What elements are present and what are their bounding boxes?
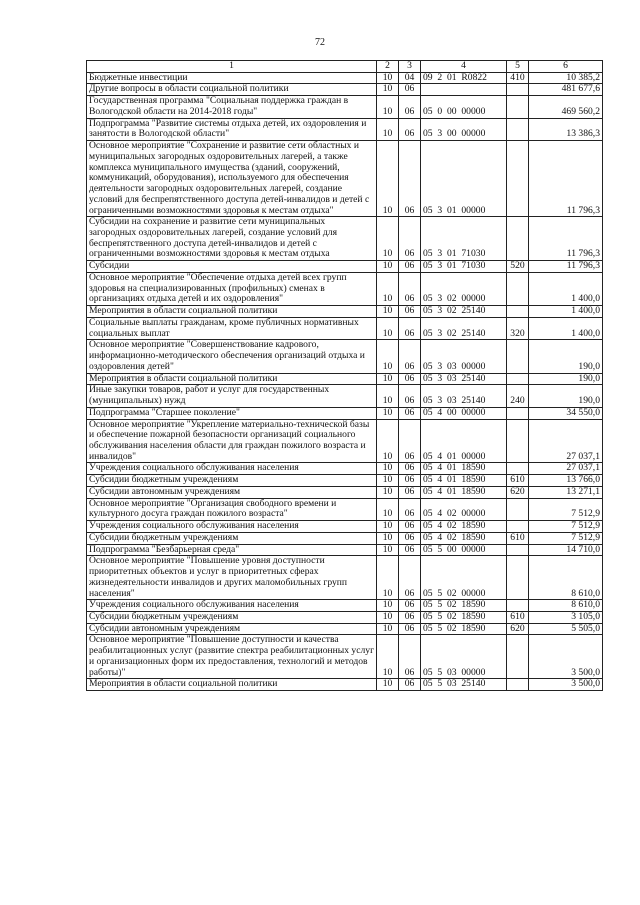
cell-sum: 3 500,0 — [529, 679, 603, 691]
cell-expense-type: 410 — [507, 72, 529, 84]
header-cell-subsection: 3 — [399, 61, 421, 73]
cell-sum: 1 400,0 — [529, 306, 603, 318]
cell-expense-type — [507, 373, 529, 385]
header-cell-target-article: 4 — [421, 61, 507, 73]
cell-sum: 1 400,0 — [529, 272, 603, 305]
cell-expense-type — [507, 463, 529, 475]
cell-name: Государственная программа "Социальная поддержка граждан в Вологодской области на 2014-2018 годы" — [87, 96, 377, 118]
cell-expense-type — [507, 498, 529, 520]
cell-name: Основное мероприятие "Сохранение и развитие сети областных и муниципальных загородных оздоровительных лагерей, а также комплекса муниципального имущества (зданий, сооружений, коммуникаций, оборудования), используемого для обеспечения деятельности загородных оздоровительных лагерей, создание условий для беспрепятственного доступа детей-инвалидов и детей с ограниченными возможностями здоровья к местам отдыха" — [87, 141, 377, 217]
cell-target-article: 05 4 01 18590 — [421, 475, 507, 487]
cell-subsection: 06 — [399, 317, 421, 339]
cell-target-article: 05 4 01 18590 — [421, 463, 507, 475]
cell-section: 10 — [377, 475, 399, 487]
table-row — [87, 373, 603, 385]
table-row — [87, 385, 603, 407]
cell-sum: 8 610,0 — [529, 600, 603, 612]
cell-section: 10 — [377, 340, 399, 373]
cell-sum: 11 796,3 — [529, 217, 603, 261]
cell-sum: 469 560,2 — [529, 96, 603, 118]
cell-expense-type: 620 — [507, 486, 529, 498]
cell-subsection: 06 — [399, 84, 421, 96]
cell-expense-type — [507, 521, 529, 533]
cell-subsection: 04 — [399, 72, 421, 84]
cell-section: 10 — [377, 419, 399, 463]
cell-sum: 3 105,0 — [529, 611, 603, 623]
cell-section: 10 — [377, 611, 399, 623]
cell-sum: 13 271,1 — [529, 486, 603, 498]
cell-expense-type — [507, 141, 529, 217]
cell-name: Основное мероприятие "Повышение уровня доступности приоритетных объектов и услуг в приоритетных сферах жизнедеятельности инвалидов и других маломобильных групп населения" — [87, 556, 377, 600]
cell-sum: 14 710,0 — [529, 544, 603, 556]
table-row — [87, 419, 603, 463]
cell-name: Подпрограмма "Развитие системы отдыха детей, их оздоровления и занятости в Вологодской области" — [87, 118, 377, 140]
cell-target-article: 05 5 03 00000 — [421, 635, 507, 679]
table-row — [87, 532, 603, 544]
cell-section: 10 — [377, 72, 399, 84]
cell-target-article: 05 3 01 71030 — [421, 261, 507, 273]
cell-target-article: 05 4 01 18590 — [421, 486, 507, 498]
cell-sum: 7 512,9 — [529, 521, 603, 533]
table-row — [87, 84, 603, 96]
cell-section: 10 — [377, 317, 399, 339]
header-cell-sum: 6 — [529, 61, 603, 73]
cell-expense-type — [507, 544, 529, 556]
cell-target-article: 09 2 01 R0822 — [421, 72, 507, 84]
cell-subsection: 06 — [399, 407, 421, 419]
cell-subsection: 06 — [399, 544, 421, 556]
cell-section: 10 — [377, 544, 399, 556]
cell-expense-type — [507, 635, 529, 679]
cell-subsection: 06 — [399, 679, 421, 691]
cell-expense-type — [507, 96, 529, 118]
cell-sum: 190,0 — [529, 340, 603, 373]
cell-section: 10 — [377, 272, 399, 305]
cell-section: 10 — [377, 521, 399, 533]
cell-sum: 13 386,3 — [529, 118, 603, 140]
cell-expense-type: 320 — [507, 317, 529, 339]
cell-subsection: 06 — [399, 385, 421, 407]
cell-sum: 3 500,0 — [529, 635, 603, 679]
cell-subsection: 06 — [399, 521, 421, 533]
table-row — [87, 72, 603, 84]
cell-target-article: 05 4 02 00000 — [421, 498, 507, 520]
cell-name: Социальные выплаты гражданам, кроме публичных нормативных социальных выплат — [87, 317, 377, 339]
table-row — [87, 306, 603, 318]
cell-sum: 11 796,3 — [529, 261, 603, 273]
cell-subsection: 06 — [399, 498, 421, 520]
cell-name: Другие вопросы в области социальной политики — [87, 84, 377, 96]
cell-subsection: 06 — [399, 611, 421, 623]
cell-subsection: 06 — [399, 463, 421, 475]
cell-subsection: 06 — [399, 96, 421, 118]
table-row — [87, 611, 603, 623]
cell-subsection: 06 — [399, 419, 421, 463]
cell-target-article: 05 3 01 71030 — [421, 217, 507, 261]
cell-section: 10 — [377, 623, 399, 635]
table-body — [87, 72, 603, 690]
cell-expense-type — [507, 419, 529, 463]
cell-subsection: 06 — [399, 635, 421, 679]
table-row — [87, 407, 603, 419]
cell-section: 10 — [377, 385, 399, 407]
cell-sum: 8 610,0 — [529, 556, 603, 600]
cell-name: Субсидии на сохранение и развитие сети муниципальных загородных оздоровительных лагерей, создание условий для беспрепятственного доступа детей-инвалидов и детей с ограниченными возможностями здоровья к местам отдыха — [87, 217, 377, 261]
table-row — [87, 635, 603, 679]
header-cell-name: 1 — [87, 61, 377, 73]
table-row — [87, 498, 603, 520]
cell-section: 10 — [377, 407, 399, 419]
cell-target-article: 05 3 02 00000 — [421, 272, 507, 305]
cell-section: 10 — [377, 217, 399, 261]
cell-name: Учреждения социального обслуживания населения — [87, 600, 377, 612]
cell-target-article: 05 3 00 00000 — [421, 118, 507, 140]
cell-name: Субсидии бюджетным учреждениям — [87, 532, 377, 544]
table-row — [87, 272, 603, 305]
cell-target-article: 05 5 03 25140 — [421, 679, 507, 691]
cell-section: 10 — [377, 600, 399, 612]
cell-sum: 7 512,9 — [529, 532, 603, 544]
cell-target-article: 05 4 02 18590 — [421, 521, 507, 533]
table-row — [87, 544, 603, 556]
header-row — [87, 61, 603, 73]
cell-target-article: 05 3 03 25140 — [421, 373, 507, 385]
cell-target-article: 05 5 02 18590 — [421, 623, 507, 635]
cell-sum: 1 400,0 — [529, 317, 603, 339]
cell-subsection: 06 — [399, 118, 421, 140]
cell-subsection: 06 — [399, 261, 421, 273]
cell-name: Основное мероприятие "Укрепление материально-технической базы и обеспечение пожарной безопасности организаций социального обслуживания населения области для граждан пожилого возраста и инвалидов" — [87, 419, 377, 463]
cell-section: 10 — [377, 306, 399, 318]
table-row — [87, 217, 603, 261]
cell-subsection: 06 — [399, 475, 421, 487]
cell-section: 10 — [377, 118, 399, 140]
cell-target-article: 05 5 02 00000 — [421, 556, 507, 600]
cell-name: Субсидии автономным учреждениям — [87, 623, 377, 635]
cell-target-article: 05 3 01 00000 — [421, 141, 507, 217]
cell-subsection: 06 — [399, 623, 421, 635]
table-row — [87, 623, 603, 635]
cell-name: Учреждения социального обслуживания населения — [87, 521, 377, 533]
cell-sum: 11 796,3 — [529, 141, 603, 217]
header-cell-section: 2 — [377, 61, 399, 73]
cell-name: Мероприятия в области социальной политики — [87, 306, 377, 318]
cell-subsection: 06 — [399, 373, 421, 385]
cell-sum: 190,0 — [529, 373, 603, 385]
cell-section: 10 — [377, 96, 399, 118]
table-row — [87, 600, 603, 612]
cell-name: Субсидии бюджетным учреждениям — [87, 475, 377, 487]
cell-sum: 27 037,1 — [529, 419, 603, 463]
cell-name: Субсидии — [87, 261, 377, 273]
cell-name: Основное мероприятие "Организация свободного времени и культурного досуга граждан пожилого возраста" — [87, 498, 377, 520]
cell-target-article: 05 5 00 00000 — [421, 544, 507, 556]
cell-subsection: 06 — [399, 556, 421, 600]
page-number: 72 — [315, 37, 325, 48]
table-row — [87, 521, 603, 533]
cell-subsection: 06 — [399, 217, 421, 261]
cell-section: 10 — [377, 84, 399, 96]
cell-expense-type — [507, 272, 529, 305]
cell-subsection: 06 — [399, 532, 421, 544]
cell-section: 10 — [377, 556, 399, 600]
cell-subsection: 06 — [399, 486, 421, 498]
cell-expense-type — [507, 556, 529, 600]
cell-sum: 7 512,9 — [529, 498, 603, 520]
cell-section: 10 — [377, 373, 399, 385]
cell-name: Подпрограмма "Безбарьерная среда" — [87, 544, 377, 556]
cell-name: Основное мероприятие "Обеспечение отдыха детей всех групп здоровья на специализированных (профильных) сменах в организациях отдыха детей и их оздоровления" — [87, 272, 377, 305]
cell-subsection: 06 — [399, 141, 421, 217]
table-row — [87, 141, 603, 217]
cell-section: 10 — [377, 261, 399, 273]
cell-name: Подпрограмма "Старшее поколение" — [87, 407, 377, 419]
cell-section: 10 — [377, 498, 399, 520]
table-row — [87, 317, 603, 339]
table-row — [87, 486, 603, 498]
table-header — [87, 61, 603, 73]
cell-expense-type: 240 — [507, 385, 529, 407]
cell-target-article: 05 3 03 25140 — [421, 385, 507, 407]
table-row — [87, 475, 603, 487]
cell-expense-type — [507, 679, 529, 691]
cell-expense-type — [507, 600, 529, 612]
cell-sum: 27 037,1 — [529, 463, 603, 475]
cell-section: 10 — [377, 679, 399, 691]
cell-subsection: 06 — [399, 306, 421, 318]
table-row — [87, 118, 603, 140]
cell-target-article — [421, 84, 507, 96]
cell-sum: 5 505,0 — [529, 623, 603, 635]
cell-expense-type — [507, 407, 529, 419]
cell-target-article: 05 3 02 25140 — [421, 317, 507, 339]
header-cell-expense-type: 5 — [507, 61, 529, 73]
cell-name: Основное мероприятие "Совершенствование кадрового, информационно-методического обеспечения организаций отдыха и оздоровления детей" — [87, 340, 377, 373]
cell-name: Иные закупки товаров, работ и услуг для государственных (муниципальных) нужд — [87, 385, 377, 407]
cell-target-article: 05 4 01 00000 — [421, 419, 507, 463]
table-row — [87, 96, 603, 118]
table-row — [87, 679, 603, 691]
cell-target-article: 05 4 02 18590 — [421, 532, 507, 544]
budget-table — [86, 60, 603, 691]
cell-target-article: 05 5 02 18590 — [421, 611, 507, 623]
cell-sum: 190,0 — [529, 385, 603, 407]
cell-expense-type: 620 — [507, 623, 529, 635]
cell-expense-type: 520 — [507, 261, 529, 273]
cell-sum: 481 677,6 — [529, 84, 603, 96]
cell-name: Мероприятия в области социальной политики — [87, 373, 377, 385]
table-row — [87, 261, 603, 273]
cell-subsection: 06 — [399, 340, 421, 373]
cell-section: 10 — [377, 141, 399, 217]
cell-target-article: 05 3 03 00000 — [421, 340, 507, 373]
cell-expense-type — [507, 118, 529, 140]
cell-target-article: 05 5 02 18590 — [421, 600, 507, 612]
cell-sum: 34 550,0 — [529, 407, 603, 419]
cell-name: Мероприятия в области социальной политики — [87, 679, 377, 691]
cell-sum: 10 385,2 — [529, 72, 603, 84]
cell-expense-type: 610 — [507, 475, 529, 487]
cell-subsection: 06 — [399, 272, 421, 305]
cell-name: Бюджетные инвестиции — [87, 72, 377, 84]
cell-target-article: 05 0 00 00000 — [421, 96, 507, 118]
cell-section: 10 — [377, 635, 399, 679]
cell-expense-type: 610 — [507, 532, 529, 544]
table-row — [87, 556, 603, 600]
table-row — [87, 340, 603, 373]
table-row — [87, 463, 603, 475]
cell-target-article: 05 3 02 25140 — [421, 306, 507, 318]
cell-subsection: 06 — [399, 600, 421, 612]
cell-section: 10 — [377, 532, 399, 544]
cell-expense-type — [507, 340, 529, 373]
cell-expense-type — [507, 84, 529, 96]
cell-sum: 13 766,0 — [529, 475, 603, 487]
cell-target-article: 05 4 00 00000 — [421, 407, 507, 419]
cell-section: 10 — [377, 486, 399, 498]
cell-section: 10 — [377, 463, 399, 475]
cell-expense-type: 610 — [507, 611, 529, 623]
cell-name: Учреждения социального обслуживания населения — [87, 463, 377, 475]
cell-name: Субсидии автономным учреждениям — [87, 486, 377, 498]
cell-name: Основное мероприятие "Повышение доступности и качества реабилитационных услуг (развитие спектра реабилитационных услуг и организационных форм их предоставления, технологий и методов работы)" — [87, 635, 377, 679]
cell-expense-type — [507, 217, 529, 261]
cell-expense-type — [507, 306, 529, 318]
cell-name: Субсидии бюджетным учреждениям — [87, 611, 377, 623]
